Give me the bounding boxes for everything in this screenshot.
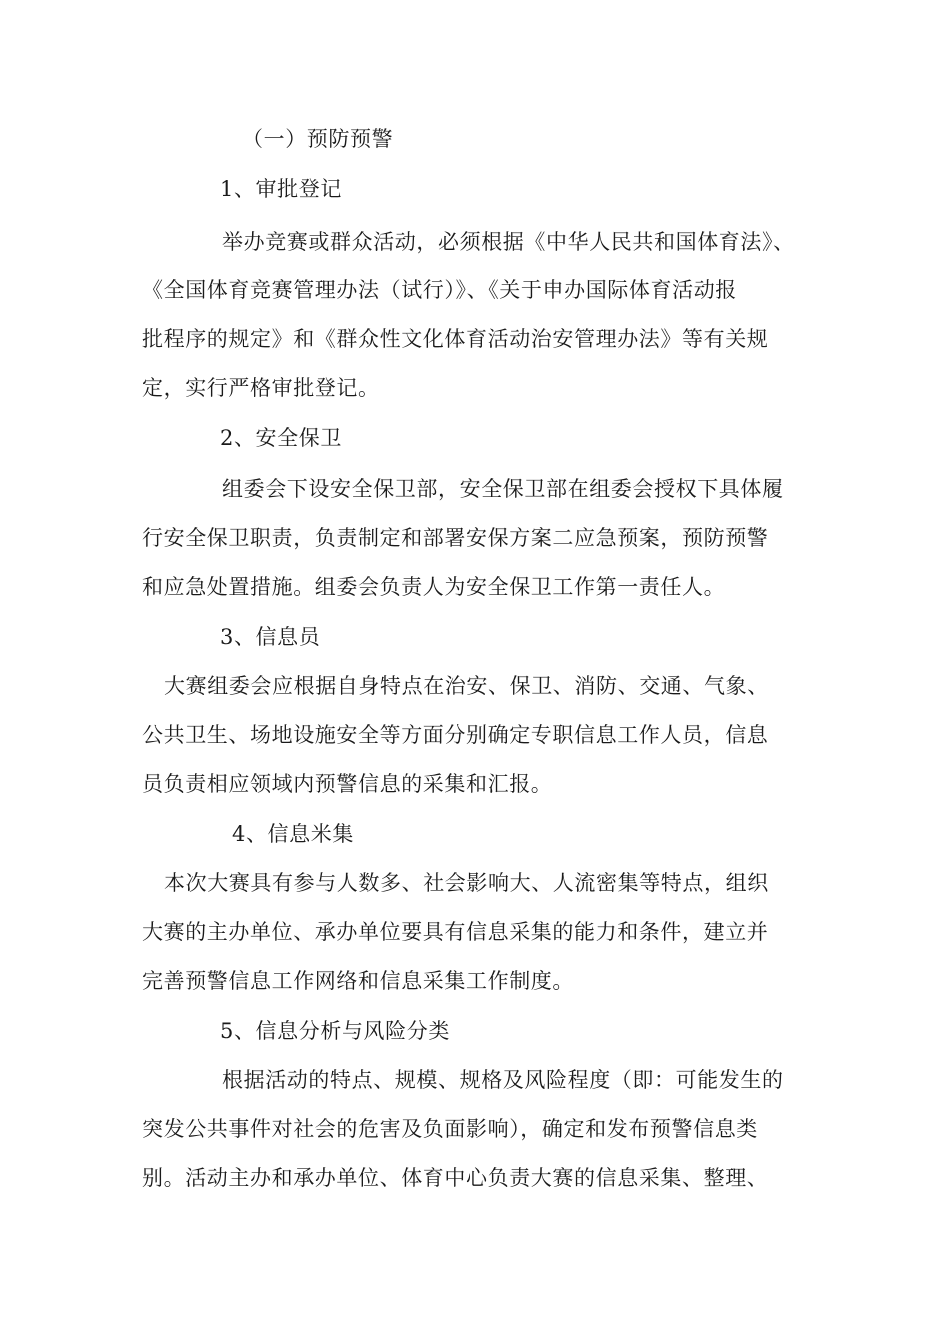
- paragraph-line: 突发公共事件对社会的危害及负面影响），确定和发布预警信息类: [142, 1117, 758, 1141]
- paragraph-line: 完善预警信息工作网络和信息采集工作制度。: [142, 969, 574, 993]
- section-heading: （一）预防预警: [242, 127, 394, 151]
- paragraph-line: 大赛组委会应根据自身特点在治安、保卫、消防、交通、气象、: [164, 674, 769, 698]
- item-heading-informant: 3、信息员: [220, 625, 321, 649]
- item-heading-collection: 4、信息米集: [232, 822, 354, 846]
- item-heading-approval: 1、审批登记: [220, 177, 342, 201]
- paragraph-line: 批程序的规定》和《群众性文化体育活动治安管理办法》等有关规: [142, 327, 769, 351]
- paragraph-line: 行安全保卫职责，负责制定和部署安保方案二应急预案，预防预警: [142, 526, 769, 550]
- paragraph-line: 大赛的主办单位、承办单位要具有信息采集的能力和条件，建立并: [142, 920, 769, 944]
- paragraph-line: 公共卫生、场地设施安全等方面分别确定专职信息工作人员，信息: [142, 723, 769, 747]
- paragraph-line: 根据活动的特点、规模、规格及风险程度（即：可能发生的: [222, 1068, 784, 1092]
- paragraph-line: 本次大赛具有参与人数多、社会影响大、人流密集等特点，组织: [164, 871, 769, 895]
- paragraph-line: 员负责相应领域内预警信息的采集和汇报。: [142, 772, 553, 796]
- paragraph-line: 举办竞赛或群众活动，必须根据《中华人民共和国体育法》、: [222, 230, 795, 254]
- paragraph-line: 定，实行严格审批登记。: [142, 376, 380, 400]
- paragraph-line: 组委会下设安全保卫部，安全保卫部在组委会授权下具体履: [222, 477, 784, 501]
- paragraph-line: 和应急处置措施。组委会负责人为安全保卫工作第一责任人。: [142, 575, 726, 599]
- item-heading-analysis: 5、信息分析与风险分类: [220, 1019, 450, 1043]
- item-heading-security: 2、安全保卫: [220, 426, 342, 450]
- paragraph-line: 《全国体育竞赛管理办法（试行）》、《关于申办国际体育活动报: [142, 278, 737, 302]
- paragraph-line: 别。活动主办和承办单位、体育中心负责大赛的信息采集、整理、: [142, 1166, 769, 1190]
